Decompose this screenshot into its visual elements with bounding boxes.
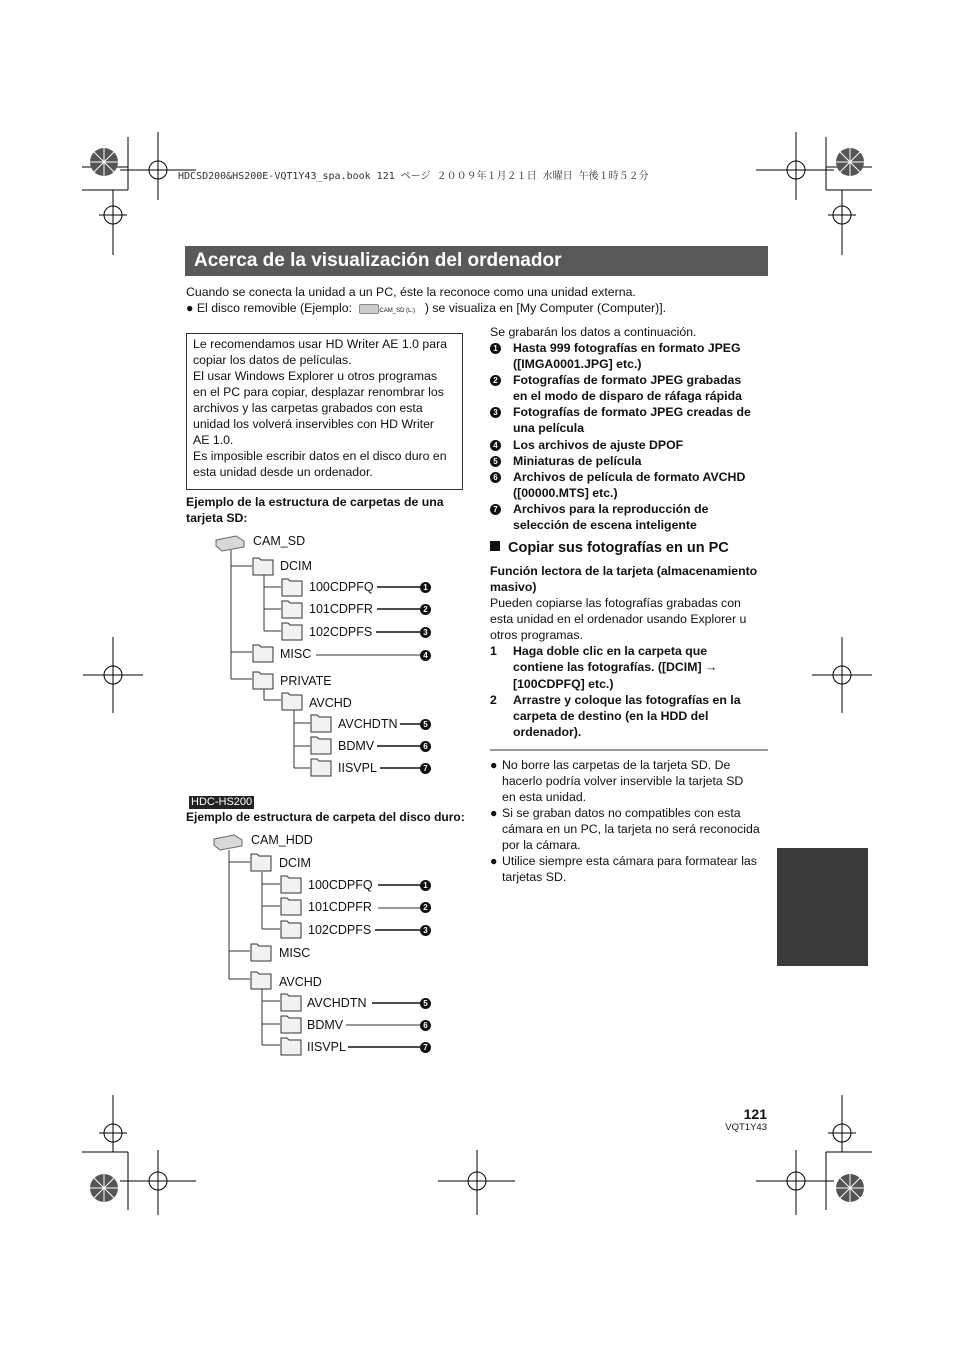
- list-item: [490, 404, 770, 437]
- bullet-icon: ●: [490, 854, 498, 868]
- list-item-line: Miniaturas de película: [513, 454, 642, 468]
- step-1-number: 1: [490, 644, 497, 658]
- step-2-number: 2: [490, 693, 497, 707]
- list-item-line: Fotografías de formato JPEG grabadas: [513, 373, 742, 387]
- list-item-line: ([00000.MTS] etc.): [513, 486, 618, 500]
- marker-3: 3: [420, 925, 431, 936]
- step-2-line: Arrastre y coloque las fotografías en la: [513, 693, 741, 707]
- marker-1: 1: [420, 582, 431, 593]
- list-item: [490, 372, 770, 404]
- step-1-line: contiene las fotografías. ([DCIM] →: [513, 660, 718, 674]
- marker-6: 6: [420, 1020, 431, 1031]
- hdd-bdmv-label: BDMV: [307, 1018, 344, 1032]
- marker-5: 5: [420, 719, 431, 730]
- note-line: Es imposible escribir datos en el disco duro en: [193, 449, 447, 463]
- body-line: esta unidad en el ordenador usando Explorer u: [490, 612, 747, 626]
- list-item: [490, 340, 770, 372]
- hdd-102-label: 102CDPFS: [308, 923, 372, 937]
- sd-avchdtn-label: AVCHDTN: [338, 717, 398, 731]
- intro-line-2-suffix: ) se visualiza en [My Computer (Computer)].: [424, 301, 667, 315]
- step-1-line: [100CDPFQ] etc.): [513, 677, 614, 691]
- bullet-icon: ●: [186, 301, 194, 315]
- section-title: Acerca de la visualización del ordenador: [194, 250, 562, 271]
- marker-3: 3: [420, 627, 431, 638]
- marker-6: 6: [420, 741, 431, 752]
- func-line-2: masivo): [490, 580, 537, 594]
- chapter-tab: [777, 848, 868, 966]
- hdd-101-label: 101CDPFR: [308, 900, 372, 914]
- list-item-line: Fotografías de formato JPEG creadas de: [513, 405, 751, 419]
- sd-tree-caption-2: tarjeta SD:: [186, 511, 248, 525]
- list-item-line: ([IMGA0001.JPG] etc.): [513, 357, 642, 371]
- marker-2: 2: [490, 375, 501, 386]
- list-item-line: en el modo de disparo de ráfaga rápida: [513, 389, 742, 403]
- document-code: VQT1Y43: [725, 1122, 767, 1133]
- hdd-100-label: 100CDPFQ: [308, 878, 373, 892]
- intro-line-1: Cuando se conecta la unidad a un PC, éste la reconoce como una unidad externa.: [186, 285, 636, 299]
- sd-misc-label: MISC: [280, 647, 312, 661]
- hdd-avchdtn-label: AVCHDTN: [307, 996, 367, 1010]
- sd-100-label: 100CDPFQ: [309, 580, 374, 594]
- list-item-line: selección de escena inteligente: [513, 518, 697, 532]
- marker-7: 7: [420, 1042, 431, 1053]
- bullet-line: hacerlo podría volver inservible la tarjeta SD: [502, 774, 744, 788]
- marker-2: 2: [420, 604, 431, 615]
- step-2-line: ordenador).: [513, 725, 582, 739]
- hdd-iisvpl-label: IISVPL: [307, 1040, 346, 1054]
- marker-6: 6: [490, 472, 501, 483]
- marker-3: 3: [490, 407, 501, 418]
- bullet-line: tarjetas SD.: [502, 870, 567, 884]
- bullet-icon: ●: [490, 758, 498, 772]
- marker-1: 1: [420, 880, 431, 891]
- subheading-text: Copiar sus fotografías en un PC: [508, 540, 729, 556]
- hdd-avchd-label: AVCHD: [279, 975, 322, 989]
- marker-5: 5: [490, 456, 501, 467]
- intro-line-2-prefix: El disco removible (Ejemplo:: [196, 301, 352, 315]
- square-bullet-icon: [490, 541, 500, 551]
- sd-iisvpl-label: IISVPL: [338, 761, 377, 775]
- sd-bdmv-label: BDMV: [338, 739, 375, 753]
- hdd-root-label: CAM_HDD: [251, 833, 313, 847]
- bullet-line: cámara en un PC, la tarjeta no será reconocida: [502, 822, 760, 836]
- marker-5: 5: [420, 998, 431, 1009]
- note-line: archivos y las carpetas grabados con esta: [193, 401, 423, 415]
- list-item-line: una película: [513, 421, 585, 435]
- list-item: [490, 469, 770, 501]
- hdd-tree-caption: Ejemplo de estructura de carpeta del disco duro:: [186, 810, 465, 824]
- note-line: El usar Windows Explorer u otros programas: [193, 369, 437, 383]
- sd-tree-caption-1: Ejemplo de la estructura de carpetas de una: [186, 495, 444, 509]
- page-number: 121: [743, 1106, 767, 1122]
- bullet-icon: ●: [490, 806, 498, 820]
- sd-root-label: CAM_SD: [253, 534, 306, 548]
- list-item-line: Archivos de película de formato AVCHD: [513, 470, 746, 484]
- sd-102-label: 102CDPFS: [309, 625, 373, 639]
- bullet-line: Si se graban datos no compatibles con esta: [502, 806, 741, 820]
- note-line: AE 1.0.: [193, 433, 234, 447]
- list-item-line: Hasta 999 fotografías en formato JPEG: [513, 341, 741, 355]
- body-line: otros programas.: [490, 628, 583, 642]
- bullet-line: en esta unidad.: [502, 790, 587, 804]
- sd-private-label: PRIVATE: [280, 674, 332, 688]
- note-line: unidad los volverá inservibles con HD Writer: [193, 417, 435, 431]
- step-1-line: Haga doble clic en la carpeta que: [513, 644, 708, 658]
- marker-4: 4: [420, 650, 431, 661]
- bullet-line: por la cámara.: [502, 838, 581, 852]
- func-line-1: Función lectora de la tarjeta (almacenamiento: [490, 564, 758, 578]
- note-line: Le recomendamos usar HD Writer AE 1.0 para: [193, 337, 448, 351]
- note-line: copiar los datos de películas.: [193, 353, 352, 367]
- marker-1: 1: [490, 343, 501, 354]
- marker-4: 4: [490, 440, 501, 451]
- hdd-dcim-label: DCIM: [279, 856, 311, 870]
- body-line: Pueden copiarse las fotografías grabadas con: [490, 596, 741, 610]
- marker-7: 7: [420, 763, 431, 774]
- marker-7: 7: [490, 504, 501, 515]
- list-item-line: Los archivos de ajuste DPOF: [513, 438, 684, 452]
- right-intro: Se grabarán los datos a continuación.: [490, 325, 697, 339]
- hdd-misc-label: MISC: [279, 946, 311, 960]
- drive-example-label: CAM_SD (L:): [379, 307, 416, 314]
- step-2-line: carpeta de destino (en la HDD del: [513, 709, 709, 723]
- print-info: HDCSD200&HS200E-VQT1Y43_spa.book 121 ページ ２００９年１月２１日 水曜日 午後１時５２分: [178, 171, 649, 182]
- numbered-list: [490, 340, 770, 533]
- bullet-line: Utilice siempre esta cámara para formatear las: [502, 854, 757, 868]
- list-item: [490, 501, 770, 533]
- marker-2: 2: [420, 902, 431, 913]
- sd-101-label: 101CDPFR: [309, 602, 373, 616]
- note-line: esta unidad desde un ordenador.: [193, 465, 373, 479]
- note-line: en el PC para copiar, desplazar renombrar los: [193, 385, 444, 399]
- list-item: [490, 437, 770, 453]
- model-tag: HDC-HS200: [191, 796, 253, 808]
- list-item-line: Archivos para la reproducción de: [513, 502, 709, 516]
- subheading: [490, 540, 729, 556]
- sd-dcim-label: DCIM: [280, 559, 312, 573]
- list-item: [490, 453, 770, 469]
- bullet-line: No borre las carpetas de la tarjeta SD. De: [502, 758, 731, 772]
- sd-avchd-label: AVCHD: [309, 696, 352, 710]
